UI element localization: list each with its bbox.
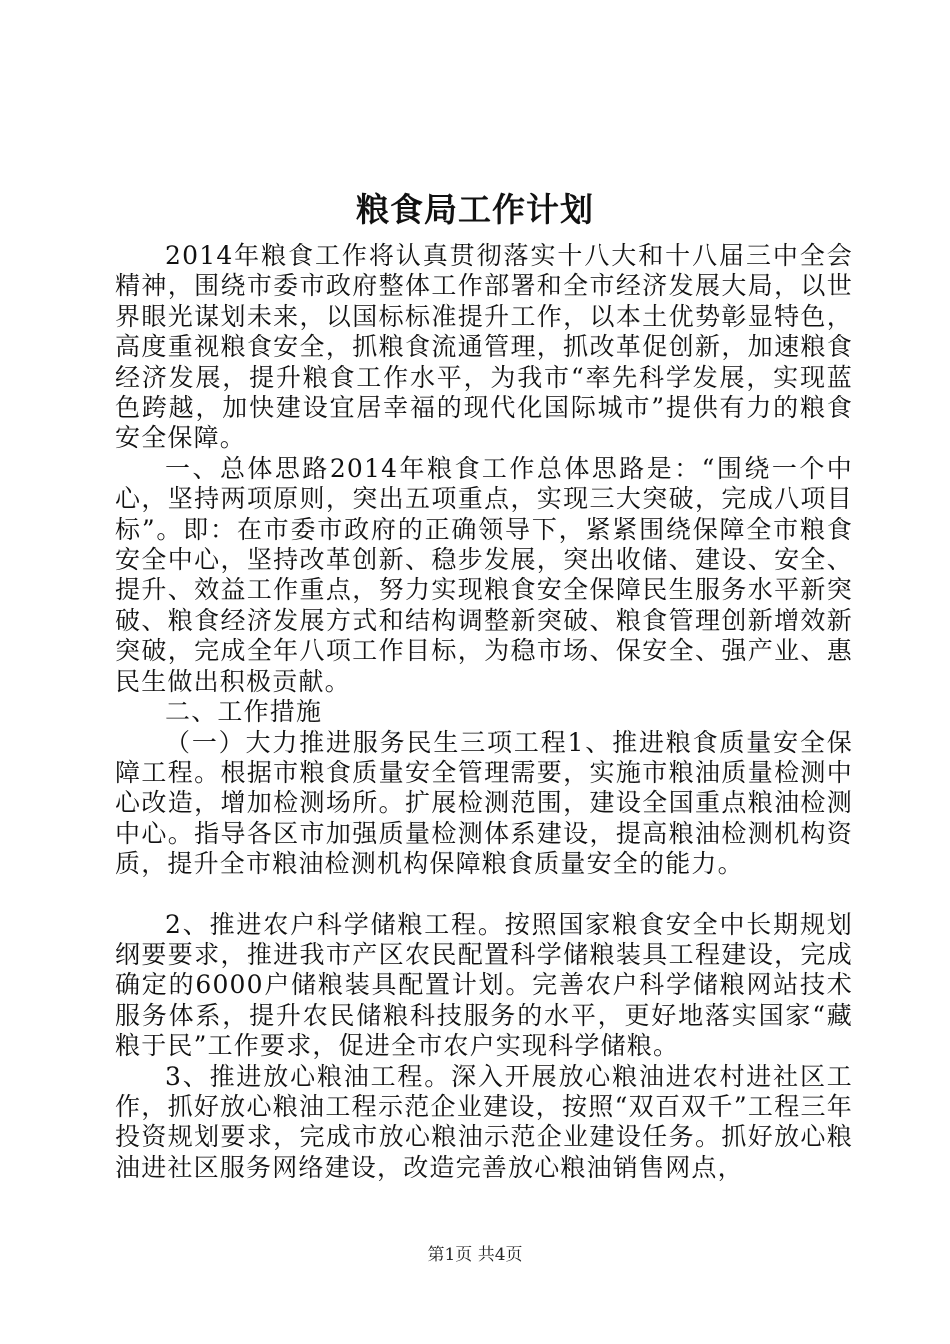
document-title: 粮食局工作计划 [356,190,594,229]
section-heading-measures: 二、工作措施 [165,697,323,727]
page-number-footer: 第1页 共4页 [427,1245,523,1265]
paragraph-intro: 2014年粮食工作将认真贯彻落实十八大和十八届三中全会精神，围绕市委市政府整体工作部署和全市经济发展大局，以世界眼光谋划未来，以国标标准提升工作，以本土优势彰显特色，高度重视粮食安全，抓粮食流通管理，抓改革促创新，加速粮食经济发展，提升粮食工作水平，为我市“率先科学发展，实现蓝色跨越，加快建设宜居幸福的现代化国际城市”提供有力的粮食安全保障。 [115,241,853,453]
paragraph-measure-1: （一）大力推进服务民生三项工程1、推进粮食质量安全保障工程。根据市粮食质量安全管理需要，实施市粮油质量检测中心改造，增加检测场所。扩展检测范围，建设全国重点粮油检测中心。指导各区市加强质量检测体系建设，提高粮油检测机构资质，提升全市粮油检测机构保障粮食质量安全的能力。 [115,727,853,879]
paragraph-measure-3: 3、推进放心粮油工程。深入开展放心粮油进农村进社区工作，抓好放心粮油工程示范企业建设，按照“双百双千”工程三年投资规划要求，完成市放心粮油示范企业建设任务。抓好放心粮油进社区服务网络建设，改造完善放心粮油销售网点， [115,1061,853,1182]
paragraph-overall-approach: 一、总体思路2014年粮食工作总体思路是：“围绕一个中心，坚持两项原则，突出五项重点，实现三大突破，完成八项目标”。即：在市委市政府的正确领导下，紧紧围绕保障全市粮食安全中心，坚持改革创新、稳步发展，突出收储、建设、安全、提升、效益工作重点，努力实现粮食安全保障民生服务水平新突破、粮食经济发展方式和结构调整新突破、粮食管理创新增效新突破，完成全年八项工作目标，为稳市场、保安全、强产业、惠民生做出积极贡献。 [115,453,853,696]
document-body [115,241,853,1183]
paragraph-measure-2: 2、推进农户科学储粮工程。按照国家粮食安全中长期规划纲要要求，推进我市产区农民配置科学储粮装具工程建设，完成确定的6000户储粮装具配置计划。完善农户科学储粮网站技术服务体系，提升农民储粮科技服务的水平，更好地落实国家“藏粮于民”工作要求，促进全市农户实现科学储粮。 [115,909,853,1061]
